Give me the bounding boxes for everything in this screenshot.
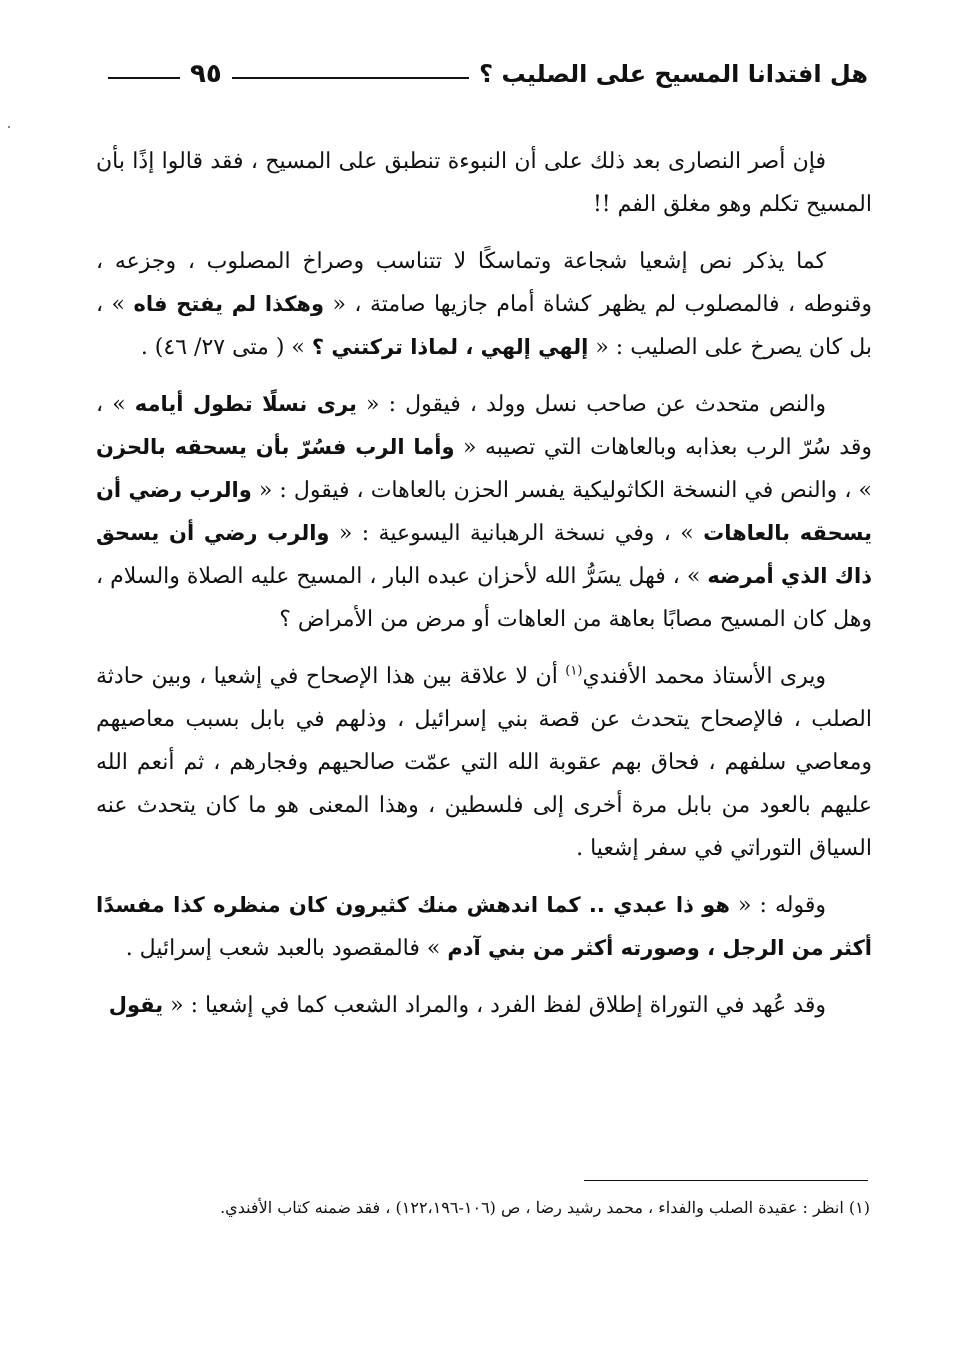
paragraph — [96, 984, 872, 1027]
text-run: والنص متحدث عن صاحب نسل وولد ، فيقول : « — [356, 392, 826, 417]
body-text — [96, 140, 872, 1041]
quoted-verse: يرى نسلًا تطول أيامه — [134, 392, 357, 416]
paragraph — [96, 140, 872, 226]
footnote-reference[interactable]: (١) — [565, 663, 583, 679]
text-run: فإن أصر النصارى بعد ذلك على أن النبوءة تنطبق على المسيح ، فقد قالوا إذًا بأن المسيح تكلم وهو مغلق الفم !! — [96, 149, 872, 217]
text-run: أن لا علاقة بين هذا الإصحاح في إشعيا ، وبين حادثة الصلب ، فالإصحاح يتحدث عن قصة بني إسرائيل ، وذلهم في بابل بسبب معاصيهم ومعاصي سلفهم ، فحاق بهم عقوبة الله التي عمّت صالحيهم وفجارهم ، ثم أنعم الله عليهم بالعود من بابل مرة أخرى إلى فلسطين ، وهذا المعنى هو ما كان يتحدث عنه السياق التوراتي في سفر إشعيا . — [96, 664, 872, 861]
quoted-verse: وأما الرب فسُرّ بأن يسحقه بالحزن — [96, 435, 455, 459]
paragraph — [96, 655, 872, 870]
text-run: وقد عُهد في التوراة إطلاق لفظ الفرد ، والمراد الشعب كما في إشعيا : « — [163, 993, 826, 1018]
text-run: » ، بل كان يصرخ على الصليب : « — [96, 292, 872, 360]
paragraph — [96, 383, 872, 641]
text-run: » ( متى ٢٧/ ٤٦) . — [140, 335, 312, 360]
quoted-verse: وهكذا لم يفتح فاه — [133, 292, 325, 316]
page-header — [98, 52, 868, 96]
paragraph — [96, 884, 872, 970]
footnote: (١) انظر : عقيدة الصلب والفداء ، محمد رشيد رضا ، ص (١٠٦-١٢٢،١٩٦) ، فقد ضمنه كتاب الأفندي. — [220, 1198, 870, 1217]
text-run: ويرى الأستاذ محمد الأفندي — [582, 664, 826, 689]
quoted-verse: يقول — [108, 993, 164, 1017]
scan-speck — [8, 126, 10, 128]
page-number: ٩٥ — [190, 59, 222, 89]
text-run: كما يذكر نص إشعيا شجاعة وتماسكًا لا تتناسب وصراخ المصلوب ، وجزعه ، وقنوطه ، فالمصلوب لم يظهر كشاة أمام جازيها صامتة ، « — [96, 249, 873, 317]
text-run: » ، وفي نسخة الرهبانية اليسوعية : « — [329, 521, 704, 546]
text-run: » ، والنص في النسخة الكاثوليكية يفسر الحزن بالعاهات ، فيقول : « — [251, 478, 872, 503]
text-run: » ، وقد سُرّ الرب بعذابه وبالعاهات التي تصيبه « — [96, 392, 872, 460]
quoted-verse: هو ذا عبدي .. كما اندهش منك كثيرون كان منظره كذا مفسدًا أكثر من الرجل ، وصورته أكثر من بني آدم — [96, 893, 872, 960]
text-run: وقوله : « — [729, 893, 826, 918]
quoted-verse: والرب رضي أن يسحقه بالعاهات — [96, 478, 872, 545]
text-run: » ، فهل يسَرُّ الله لأحزان عبده البار ، المسيح عليه الصلاة والسلام ، وهل كان المسيح مصابًا بعاهة من العاهات أو مرض من الأمراض ؟ — [96, 564, 872, 632]
quoted-verse: إلهي إلهي ، لماذا تركتني ؟ — [311, 335, 589, 359]
header-rule-end — [108, 77, 180, 79]
quoted-verse: والرب رضي أن يسحق ذاك الذي أمرضه — [96, 521, 872, 588]
paragraph — [96, 240, 872, 369]
footnote-divider — [584, 1180, 868, 1181]
running-title: هل افتدانا المسيح على الصليب ؟ — [479, 60, 868, 88]
header-rule — [232, 77, 469, 79]
text-run: » فالمقصود بالعبد شعب إسرائيل . — [125, 936, 448, 961]
